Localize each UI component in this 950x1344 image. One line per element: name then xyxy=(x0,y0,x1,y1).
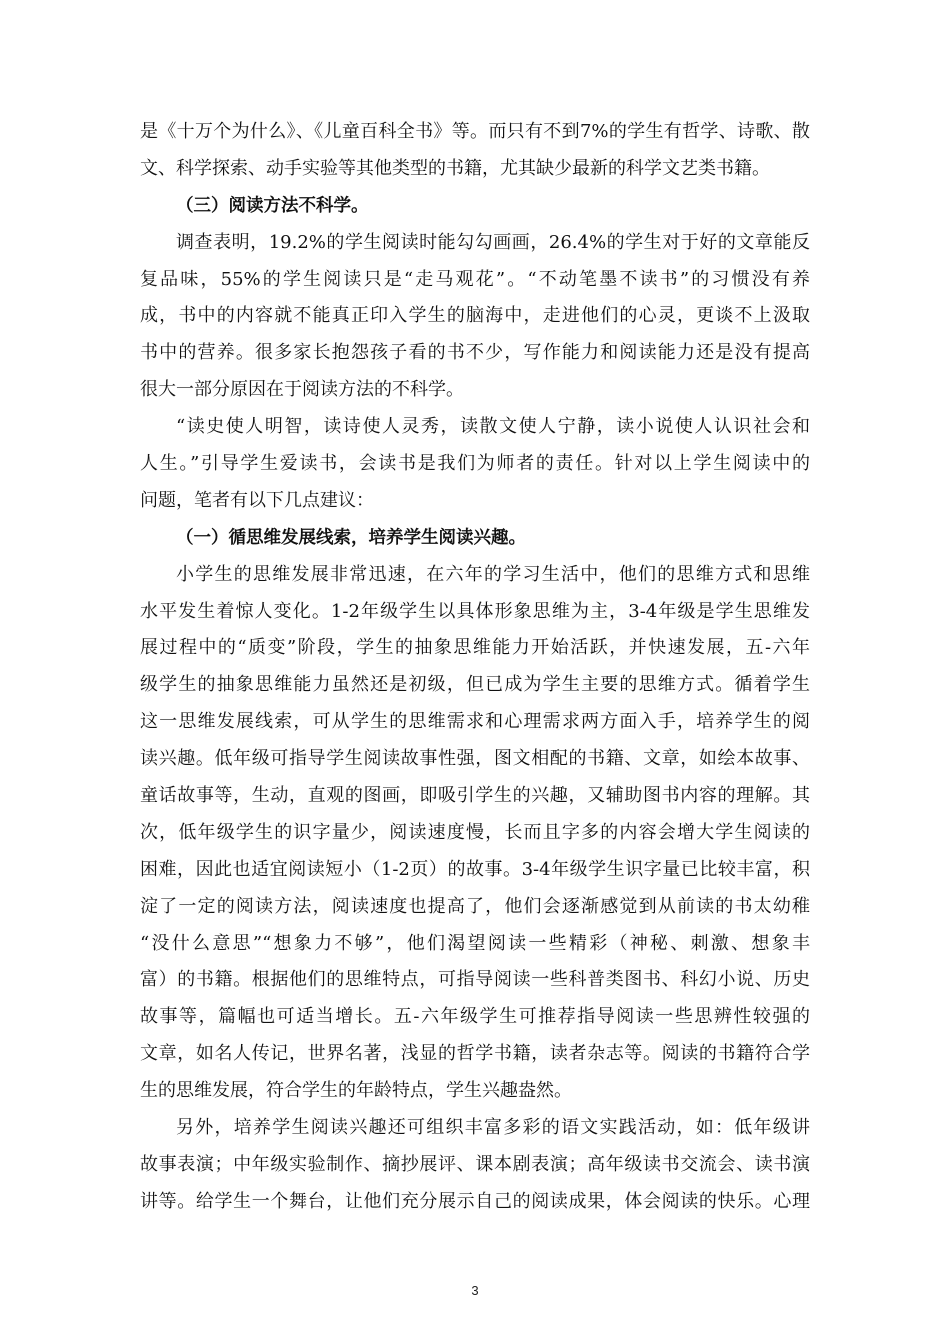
text-line: 问题，笔者有以下几点建议： xyxy=(140,489,374,511)
text-line: 童话故事等，生动，直观的图画，即吸引学生的兴趣，又辅助图书内容的理解。其 xyxy=(140,785,810,807)
text-line: 次，低年级学生的识字量少，阅读速度慢，长而且字多的内容会增大学生阅读的 xyxy=(140,821,810,843)
paragraph-first-line: 另外，培养学生阅读兴趣还可组织丰富多彩的语文实践活动，如：低年级讲 xyxy=(176,1117,810,1139)
text-line: 是《十万个为什么》、《儿童百科全书》等。而只有不到7%的学生有哲学、诗歌、散 xyxy=(140,121,810,142)
text-line: 读兴趣。低年级可指导学生阅读故事性强，图文相配的书籍、文章，如绘本故事、 xyxy=(140,748,810,770)
text-line: 级学生的抽象思维能力虽然还是初级，但已成为学生主要的思维方式。循着学生 xyxy=(140,674,810,696)
text-line: 人生。”引导学生爱读书，会读书是我们为师者的责任。针对以上学生阅读中的 xyxy=(140,453,810,475)
text-line: 成，书中的内容就不能真正印入学生的脑海中，走进他们的心灵，更谈不上汲取 xyxy=(140,305,810,327)
text-line: 富）的书籍。根据他们的思维特点，可指导阅读一些科普类图书、科幻小说、历史 xyxy=(140,969,810,991)
text-line: 生的思维发展，符合学生的年龄特点，学生兴趣盎然。 xyxy=(140,1080,572,1102)
text-line: 困难，因此也适宜阅读短小（1-2页）的故事。3-4年级学生识字量已比较丰富，积 xyxy=(140,858,810,880)
text-line: 淀了一定的阅读方法，阅读速度也提高了，他们会逐渐感觉到从前读的书太幼稚 xyxy=(140,895,810,917)
section-heading: （三）阅读方法不科学。 xyxy=(176,195,369,216)
text-line: 很大一部分原因在于阅读方法的不科学。 xyxy=(140,379,464,401)
text-line: 文章，如名人传记，世界名著，浅显的哲学书籍，读者杂志等。阅读的书籍符合学 xyxy=(140,1043,810,1065)
text-line: 水平发生着惊人变化。1-2年级学生以具体形象思维为主，3-4年级是学生思维发 xyxy=(140,600,810,622)
text-line: 文、科学探索、动手实验等其他类型的书籍，尤其缺少最新的科学文艺类书籍。 xyxy=(140,157,770,179)
text-line: 故事等，篇幅也可适当增长。五-六年级学生可推荐指导阅读一些思辨性较强的 xyxy=(140,1006,810,1028)
paragraph-first-line: 调查表明，19.2%的学生阅读时能勾勾画画，26.4%的学生对于好的文章能反 xyxy=(176,231,810,253)
paragraph-first-line: 小学生的思维发展非常迅速，在六年的学习生活中，他们的思维方式和思维 xyxy=(176,563,810,585)
document-page xyxy=(140,114,810,1221)
text-line: 故事表演；中年级实验制作、摘抄展评、课本剧表演；高年级读书交流会、读书演 xyxy=(140,1153,810,1175)
text-line: 这一思维发展线索，可从学生的思维需求和心理需求两方面入手，培养学生的阅 xyxy=(140,711,810,733)
section-heading: （一）循思维发展线索，培养学生阅读兴趣。 xyxy=(176,527,526,548)
paragraph-first-line: “读史使人明智，读诗使人灵秀，读散文使人宁静，读小说使人认识社会和 xyxy=(176,416,810,438)
text-line: 展过程中的“质变”阶段，学生的抽象思维能力开始活跃，并快速发展，五-六年 xyxy=(140,637,810,659)
text-line: “没什么意思”“想象力不够”，他们渴望阅读一些精彩（神秘、刺激、想象丰 xyxy=(140,932,810,954)
text-line: 讲等。给学生一个舞台，让他们充分展示自己的阅读成果，体会阅读的快乐。心理 xyxy=(140,1190,810,1212)
text-line: 复品味，55%的学生阅读只是“走马观花”。“不动笔墨不读书”的习惯没有养 xyxy=(140,268,810,290)
text-line: 书中的营养。很多家长抱怨孩子看的书不少，写作能力和阅读能力还是没有提高 xyxy=(140,342,810,364)
page-number: 3 xyxy=(471,1283,479,1298)
